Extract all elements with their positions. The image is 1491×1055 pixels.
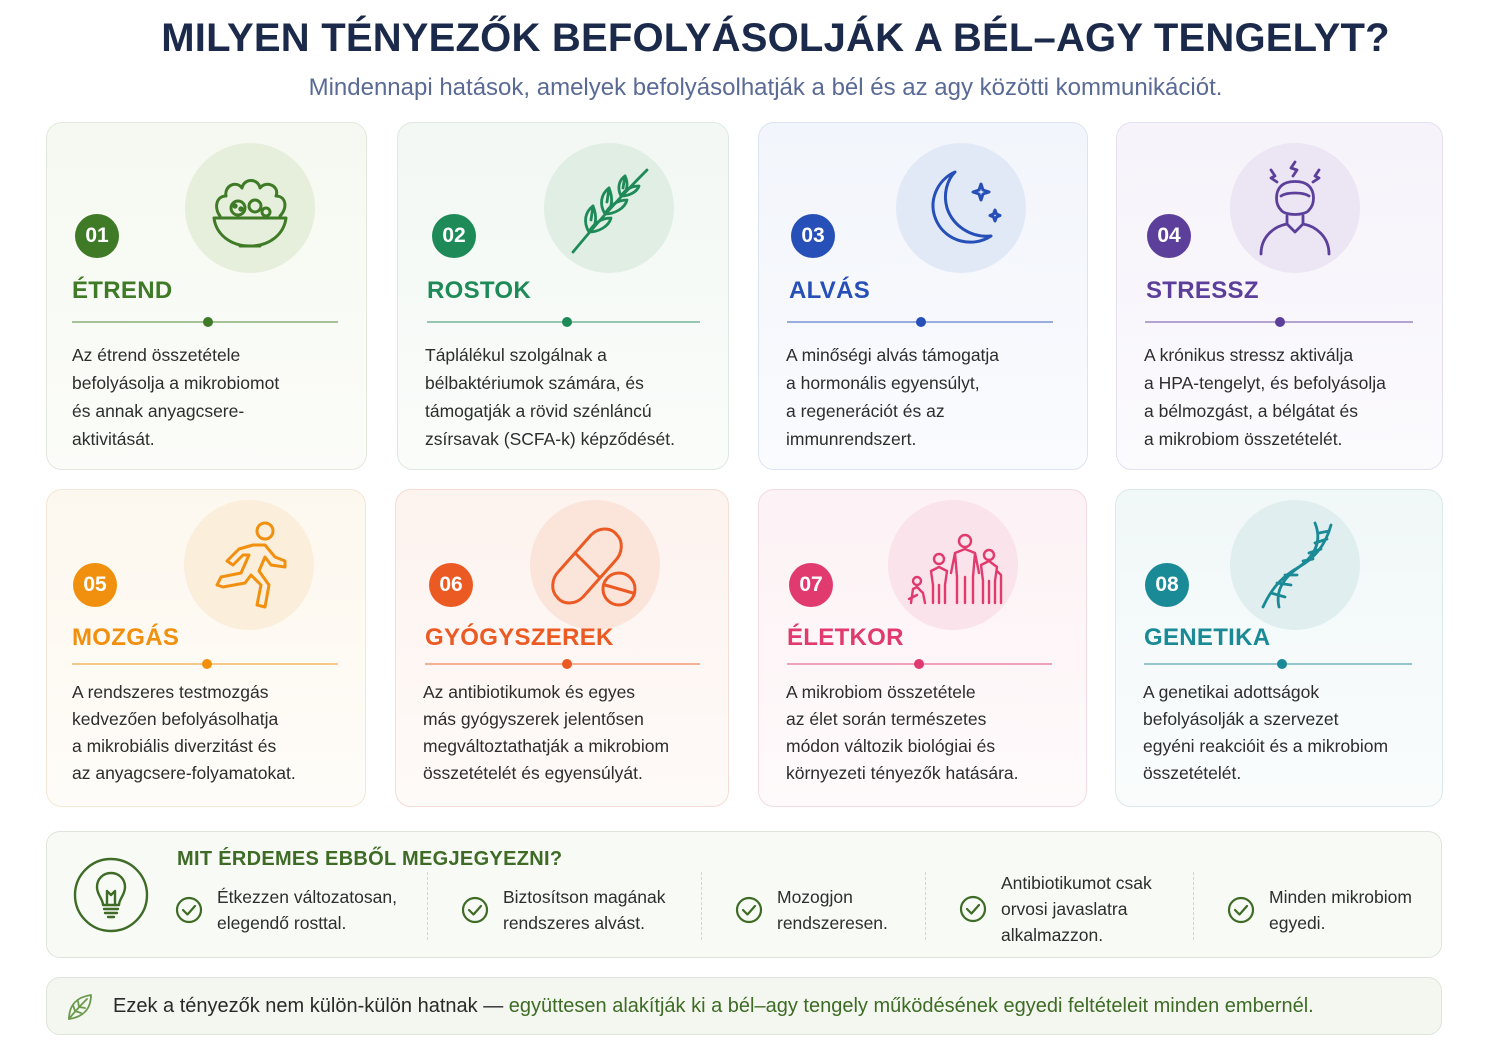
divider-dot	[202, 659, 212, 669]
divider-dot	[914, 659, 924, 669]
check-circle-icon	[959, 895, 987, 923]
factor-title: GYÓGYSZEREK	[425, 624, 614, 651]
takeaway-text: Biztosítson magának rendszeres alvást.	[503, 887, 666, 933]
factor-description: A rendszeres testmozgás kedvezően befolyásolhatja a mikrobiális diverzitást és az anyagcsere-folyamatokat.	[72, 682, 296, 783]
icon-circle	[1230, 500, 1360, 630]
factor-description: Táplálékul szolgálnak a bélbaktériumok számára, és támogatják a rövid szénláncú zsírsavak (SCFA-k) képződését.	[425, 345, 675, 449]
factor-title: ROSTOK	[427, 277, 532, 304]
check-circle-icon	[735, 896, 763, 924]
factor-description: A minőségi alvás támogatja a hormonális egyensúlyt, a regenerációt és az immunrendszert.	[786, 345, 1000, 449]
moon-stars-icon	[911, 158, 1011, 258]
icon-circle	[896, 143, 1026, 273]
takeaway-item	[735, 874, 888, 946]
takeaway-text: Étkezzen változatosan, elegendő rosttal.	[217, 887, 397, 933]
factor-number: 01	[75, 214, 119, 258]
factor-number: 02	[432, 214, 476, 258]
factor-card-age	[758, 489, 1087, 807]
takeaway-divider	[427, 872, 428, 940]
factor-number: 04	[1147, 214, 1191, 258]
summary-text-part2: együttesen alakítják ki a bél–agy tengely működésének egyedi feltételeit minden embernél.	[508, 995, 1314, 1017]
divider-dot	[1277, 659, 1287, 669]
factor-card-genetics	[1115, 489, 1443, 807]
factor-title: ALVÁS	[789, 277, 871, 304]
factor-card-medication	[395, 489, 729, 807]
takeaway-text: Mozogjon rendszeresen.	[777, 887, 888, 933]
icon-circle	[184, 500, 314, 630]
pills-icon	[545, 515, 645, 615]
check-circle-icon	[175, 896, 203, 924]
factor-card-stress	[1116, 122, 1443, 470]
salad-bowl-icon	[200, 158, 300, 258]
factor-description: A mikrobiom összetétele az élet során természetes módon változik biológiai és környezeti tényezők hatására.	[786, 682, 1019, 783]
takeaway-text: Antibiotikumot csak orvosi javaslatra alkalmazzon.	[1001, 873, 1152, 945]
factor-number: 08	[1145, 563, 1189, 607]
takeaway-item	[461, 874, 665, 946]
factor-description: A krónikus stressz aktiválja a HPA-tengelyt, és befolyásolja a bélmozgást, a bélgátat és a mikrobiom összetételét.	[1144, 345, 1386, 449]
icon-circle	[185, 143, 315, 273]
divider-dot	[562, 659, 572, 669]
factor-card-diet	[46, 122, 367, 470]
factor-title: GENETIKA	[1144, 624, 1271, 651]
page-title: MILYEN TÉNYEZŐK BEFOLYÁSOLJÁK A BÉL–AGY TENGELYT?	[161, 16, 1390, 60]
takeaway-divider	[925, 872, 926, 940]
lightbulb-icon	[73, 857, 149, 933]
icon-circle	[530, 500, 660, 630]
stressed-person-icon	[1245, 158, 1345, 258]
takeaway-divider	[1193, 872, 1194, 940]
divider-dot	[562, 317, 572, 327]
summary-banner	[46, 977, 1442, 1035]
life-stages-icon	[888, 515, 1018, 615]
leaf-icon	[63, 991, 95, 1023]
dna-icon	[1245, 515, 1345, 615]
icon-circle	[888, 500, 1018, 630]
factor-number: 07	[789, 563, 833, 607]
factor-card-sleep	[758, 122, 1088, 470]
factor-description: A genetikai adottságok befolyásolják a szervezet egyéni reakcióit és a mikrobiom összetételét.	[1143, 682, 1389, 783]
factor-card-fiber	[397, 122, 729, 470]
factor-number: 05	[73, 563, 117, 607]
summary-text	[113, 995, 1314, 1018]
icon-circle	[1230, 143, 1360, 273]
factor-description: Az étrend összetétele befolyásolja a mikrobiomot és annak anyagcsere- aktivitását.	[72, 345, 280, 449]
wheat-plant-icon	[559, 158, 659, 258]
factor-title: MOZGÁS	[72, 624, 180, 651]
takeaway-text: Minden mikrobiom egyedi.	[1269, 887, 1412, 933]
takeaway-item	[1227, 874, 1412, 946]
takeaways-heading: MIT ÉRDEMES EBBŐL MEGJEGYEZNI?	[177, 848, 563, 870]
factor-number: 03	[791, 214, 835, 258]
divider-dot	[203, 317, 213, 327]
takeaway-item	[175, 874, 397, 946]
summary-text-part1: Ezek a tényezők nem külön-külön hatnak —	[113, 995, 509, 1017]
takeaway-divider	[701, 872, 702, 940]
factor-description: Az antibiotikumok és egyes más gyógyszerek jelentősen megváltoztathatják a mikrobiom összetételét és egyensúlyát.	[423, 682, 670, 783]
factor-card-exercise	[46, 489, 366, 807]
page-subtitle: Mindennapi hatások, amelyek befolyásolhatják a bél és az agy közötti kommunikációt.	[308, 74, 1223, 101]
running-person-icon	[199, 515, 299, 615]
divider-dot	[916, 317, 926, 327]
factor-number: 06	[429, 563, 473, 607]
factor-title: ÉLETKOR	[787, 624, 904, 651]
factor-title: ÉTREND	[72, 277, 173, 304]
factor-title: STRESSZ	[1146, 277, 1259, 304]
takeaways-panel	[46, 831, 1442, 958]
divider-dot	[1275, 317, 1285, 327]
check-circle-icon	[461, 896, 489, 924]
icon-circle	[544, 143, 674, 273]
check-circle-icon	[1227, 896, 1255, 924]
takeaway-item	[959, 870, 1152, 948]
